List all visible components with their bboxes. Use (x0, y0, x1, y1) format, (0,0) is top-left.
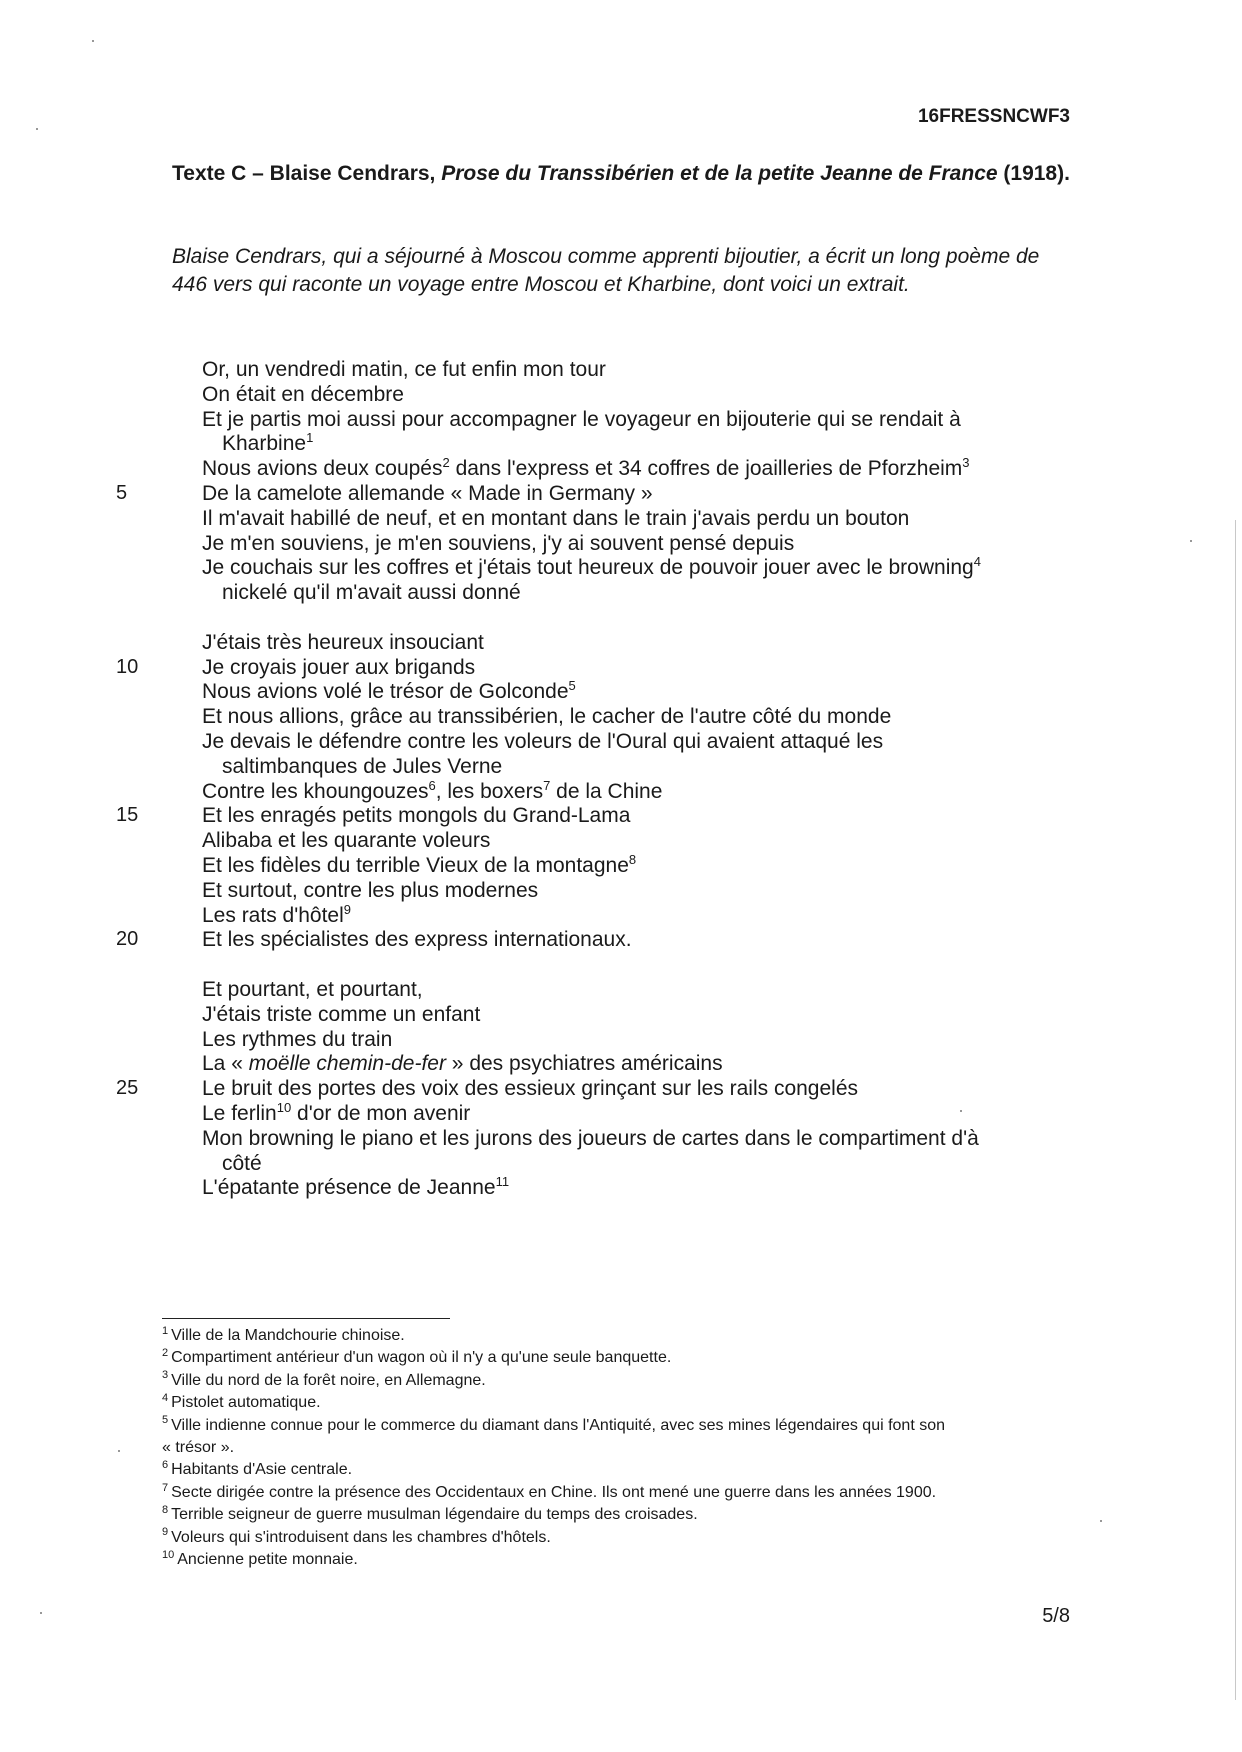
poem-line (202, 1174, 509, 1201)
title-year: (1918). (997, 162, 1070, 185)
footnote (162, 1437, 1152, 1459)
poem-line (202, 505, 909, 532)
page-number: 5/8 (1042, 1605, 1070, 1627)
footnote-number: 1 (162, 1324, 169, 1337)
footnote (162, 1482, 1152, 1504)
poem-line (202, 1075, 858, 1102)
poem-line (202, 678, 576, 705)
footnote (162, 1459, 1152, 1481)
footnote-number: 4 (162, 1391, 169, 1404)
text-title (172, 160, 1072, 188)
poem-line-text: Et les spécialistes des express internationaux. (202, 928, 632, 952)
poem-line (202, 976, 423, 1003)
footnote-text: Habitants d'Asie centrale. (171, 1461, 353, 1479)
poem-line (202, 554, 981, 581)
scan-speck (118, 1450, 120, 1452)
poem-line-text: Or, un vendredi matin, ce fut enfin mon tour (202, 358, 606, 381)
footnote-ref: 8 (628, 852, 637, 867)
poem-line-text: nickelé qu'il m'avait aussi donné (222, 581, 521, 605)
poem-line (202, 827, 490, 854)
line-number: 20 (116, 928, 139, 951)
footnote-ref: 4 (973, 554, 981, 570)
poem-line (202, 703, 891, 730)
poem-line (202, 455, 970, 482)
poem-line (222, 1150, 262, 1177)
footnote (162, 1504, 1152, 1526)
footnote-text: Ancienne petite monnaie. (177, 1551, 358, 1569)
scan-speck (92, 40, 94, 42)
poem-line-text: Alibaba et les quarante voleurs (202, 829, 491, 853)
poem-line (202, 406, 961, 433)
poem-line-text: Et surtout, contre les plus modernes (202, 878, 539, 902)
poem-line-text: Et pourtant, et pourtant, (202, 978, 423, 1001)
footnote-ref: 7 (543, 777, 551, 793)
footnote-ref: 6 (428, 777, 436, 793)
poem-line (202, 1001, 480, 1028)
poem-line (202, 530, 794, 557)
poem-line-text: d'or de mon avenir (291, 1102, 471, 1125)
footnote-number: 3 (162, 1369, 169, 1382)
poem-line-text: , les boxers (435, 779, 544, 803)
poem-line-text: On était en décembre (202, 382, 404, 406)
footnote (162, 1415, 1152, 1437)
footnote-text: Ville du nord de la forêt noire, en Allemagne. (171, 1371, 486, 1389)
poem-line-text: L'épatante présence de Jeanne (202, 1176, 496, 1200)
poem-line (202, 1100, 470, 1127)
footnote-ref: 10 (276, 1100, 292, 1115)
footnote-text: Ville de la Mandchourie chinoise. (171, 1327, 405, 1344)
footnote (162, 1527, 1152, 1549)
poem-line-text: Les rats d'hôtel (202, 903, 344, 927)
poem-line-text: côté (222, 1151, 262, 1175)
poem-line (202, 1125, 979, 1152)
footnote-number: 2 (162, 1347, 169, 1360)
scan-edge-line (1235, 520, 1236, 1700)
footnote-ref: 9 (343, 901, 351, 917)
poem-line (222, 753, 502, 780)
poem-line-text: La « (202, 1052, 249, 1076)
footnote-text: Voleurs qui s'introduisent dans les chambres d'hôtels. (171, 1528, 551, 1546)
poem-line-text: saltimbanques de Jules Verne (222, 754, 503, 778)
footnote-number: 8 (162, 1503, 169, 1516)
poem-line-text: Le bruit des portes des voix des essieux grinçant sur les rails congelés (202, 1077, 859, 1101)
footnote-ref: 2 (442, 455, 450, 471)
poem-line-text: Je croyais jouer aux brigands (202, 655, 476, 679)
poem-line-text: Le ferlin (202, 1102, 277, 1125)
footnote (162, 1549, 1152, 1571)
poem-line (202, 629, 484, 656)
poem-line (202, 728, 883, 755)
footnote-text: Ville indienne connue pour le commerce du diamant dans l'Antiquité, avec ses mines légendaires qui font son (171, 1416, 946, 1434)
footnote (162, 1392, 1152, 1414)
poem-line (202, 926, 632, 953)
poem-line-text: Nous avions volé le trésor de Golconde (202, 680, 569, 704)
footnote-number: 7 (162, 1481, 169, 1494)
poem-line-italic: moëlle chemin-de-fer (248, 1052, 446, 1076)
intro-paragraph: Blaise Cendrars, qui a séjourné à Moscou comme apprenti bijoutier, a écrit un long poème de 446 vers qui raconte un voyage entre Moscou et Kharbine, dont voici un extrait. (172, 245, 1040, 296)
scan-speck (960, 1110, 962, 1112)
footnote (162, 1347, 1152, 1369)
document-code: 16FRESSNCWF3 (917, 106, 1070, 127)
line-number: 10 (116, 655, 139, 678)
line-number: 5 (116, 482, 128, 504)
poem-line-text: Et les fidèles du terrible Vieux de la montagne (202, 854, 629, 877)
poem-line-text: Je couchais sur les coffres et j'étais tout heureux de pouvoir jouer avec le browning (202, 556, 974, 580)
poem-line-text: de la Chine (550, 779, 663, 803)
poem-line-text: Et nous allions, grâce au transsibérien, le cacher de l'autre côté du monde (202, 705, 892, 729)
footnote-ref: 3 (962, 455, 970, 471)
poem-line-text: Et je partis moi aussi pour accompagner le voyageur en bijouterie qui se rendait à (202, 407, 961, 431)
footnote-text: Terrible seigneur de guerre musulman légendaire du temps des croisades. (171, 1506, 698, 1524)
poem-line-text: J'étais très heureux insouciant (202, 630, 484, 654)
title-prefix: Texte C – Blaise Cendrars, (172, 162, 442, 185)
poem-line (202, 356, 606, 383)
poem-line-text: De la camelote allemande « Made in Germany » (202, 482, 653, 505)
footnote-ref: 5 (568, 678, 576, 694)
poem-line (222, 430, 313, 457)
poem-line (202, 877, 538, 904)
footnote-text: Secte dirigée contre la présence des Occidentaux en Chine. Ils ont mené une guerre dans les années 1900. (171, 1483, 937, 1501)
poem-line-text: Mon browning le piano et les jurons des joueurs de cartes dans le compartiment d'à (202, 1126, 979, 1150)
footnote-ref: 11 (495, 1174, 510, 1190)
poem-line (202, 381, 404, 408)
poem-line-text: Nous avions deux coupés (202, 457, 443, 481)
poem-line (202, 1026, 392, 1053)
scan-speck (36, 128, 38, 130)
poem-line (202, 654, 475, 681)
footnote-text: Compartiment antérieur d'un wagon où il n'y a qu'une seule banquette. (171, 1349, 672, 1367)
footnote-number: 9 (162, 1526, 169, 1539)
poem-line (202, 480, 653, 507)
scan-speck (1190, 540, 1192, 542)
poem-line (202, 802, 630, 829)
footnote-separator (162, 1318, 450, 1319)
poem-line-text: Et les enragés petits mongols du Grand-Lama (202, 804, 631, 828)
footnote (162, 1370, 1152, 1392)
poem-line-text: Les rythmes du train (202, 1027, 393, 1051)
footnote-text: « trésor ». (162, 1439, 235, 1457)
poem-line-text: J'étais triste comme un enfant (202, 1002, 481, 1026)
footnote-text: Pistolet automatique. (171, 1394, 321, 1412)
poem-line-text: Il m'avait habillé de neuf, et en montant dans le train j'avais perdu un bouton (202, 506, 910, 530)
line-number: 15 (116, 804, 139, 827)
footnote-number: 5 (162, 1414, 169, 1427)
poem-line-text: Je m'en souviens, je m'en souviens, j'y ai souvent pensé depuis (202, 531, 795, 555)
poem-line (222, 579, 521, 606)
footnote-ref: 1 (306, 430, 314, 446)
footnotes-list (162, 1325, 1152, 1571)
poem-line (202, 1050, 723, 1077)
line-number: 25 (116, 1077, 139, 1100)
poem-line (202, 902, 351, 929)
footnote-number: 6 (162, 1459, 169, 1472)
poem-line (202, 778, 662, 805)
poem-line-text: dans l'express et 34 coffres de joailleries de Pforzheim (449, 457, 963, 481)
poem-line-text: Contre les khoungouzes (202, 779, 429, 803)
poem-line-text: Kharbine (222, 432, 307, 456)
title-work: Prose du Transsibérien et de la petite Jeanne de France (441, 162, 998, 185)
footnote-number: 10 (162, 1548, 175, 1561)
poem-line-text: Je devais le défendre contre les voleurs de l'Oural qui avaient attaqué les (202, 730, 884, 753)
poem-line-text: » des psychiatres américains (445, 1052, 723, 1076)
footnote (162, 1325, 1152, 1347)
scan-speck (40, 1612, 42, 1614)
poem-line (202, 852, 636, 879)
